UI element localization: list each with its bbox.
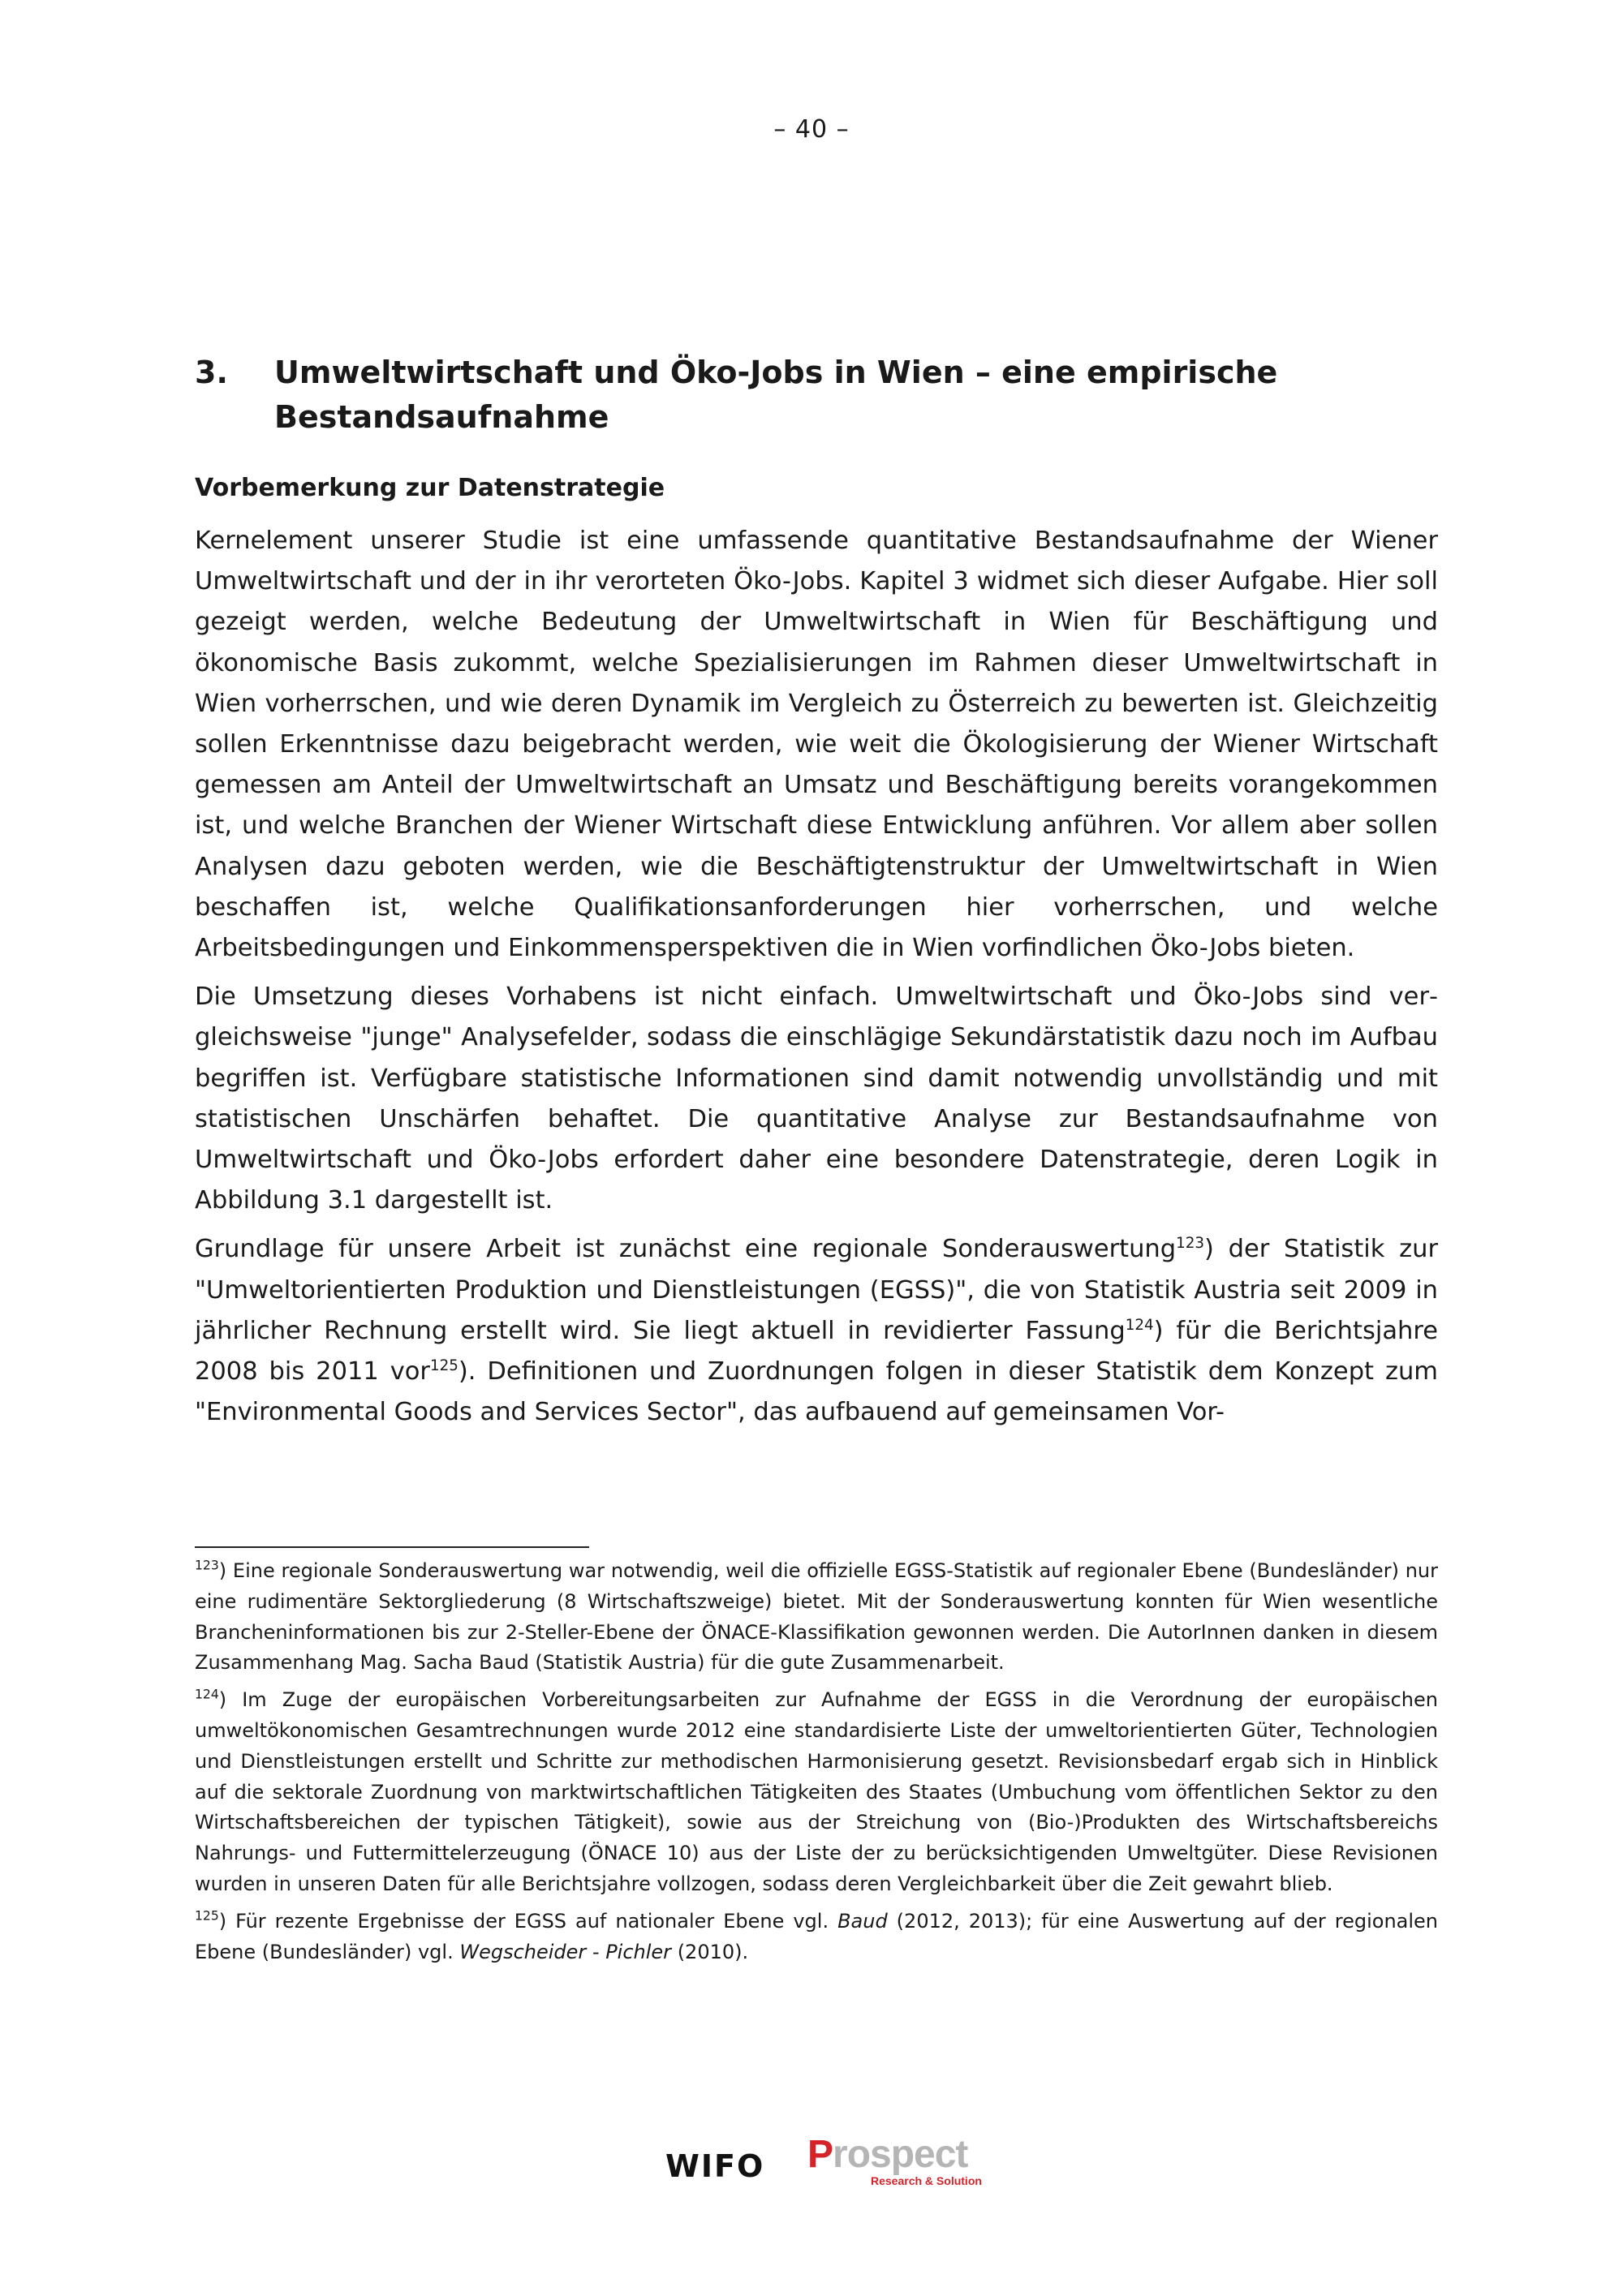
- citation-author: Wegscheider - Pichler: [459, 1940, 672, 1963]
- page-number: – 40 –: [773, 115, 850, 144]
- footnote-125: [195, 1907, 1438, 1968]
- paragraph-3-text: ) der Statistik zur "Umweltorientierten Produktion und Dienstleistungen (EGSS)", die von Statistik Austria seit 2009 in jährlicher Rechnung erstellt wird. Sie liegt aktuell in revidierter Fassung: [195, 1235, 1439, 1345]
- prospect-logo-initial: P: [807, 2133, 833, 2176]
- body-text: [195, 521, 1438, 1441]
- paragraph-2: Die Umsetzung dieses Vorhabens ist nicht einfach. Umweltwirtschaft und Öko-Jobs sind vergleichsweise "junge" Analysefelder, sodass die einschlägige Sekundärstatistik dazu noch im Aufbau begriffen ist. Verfügbare statistische Informationen sind damit notwendig unvollständig und mit statistischen Unschärfen behaftet. Die quantitative Analyse zur Bestandsaufnahme von Umweltwirtschaft und Öko-Jobs erfordert daher eine besondere Datenstrategie, deren Logik in Abbildung 3.1 dargestellt ist.: [195, 982, 1438, 1215]
- footnotes: [195, 1556, 1438, 1974]
- footnote-ref-123[interactable]: 123: [1176, 1235, 1205, 1253]
- section-subheading: Vorbemerkung zur Datenstrategie: [195, 474, 665, 502]
- paragraph-3: [195, 1229, 1438, 1433]
- prospect-logo-tagline: Research & Solution: [871, 2174, 982, 2187]
- footnote-divider: [195, 1546, 589, 1548]
- footnote-text: ) Eine regionale Sonderauswertung war notwendig, weil die offizielle EGSS-Statistik auf regionaler Ebene (Bundesländer) nur eine rudimentäre Sektorgliederung (8 Wirtschaftszweige) bietet. Mit der Sonderauswertung konnten für Wien wesentliche Brancheninformationen bis zur 2-Steller-Ebene der ÖNACE-Klassifikation gewonnen werden. Die AutorInnen danken in diesem Zusammenhang Mag. Sacha Baud (Statistik Austria) für die gute Zusammenarbeit.: [195, 1559, 1438, 1675]
- footnote-123: [195, 1556, 1438, 1679]
- footnote-marker: 123: [195, 1558, 219, 1573]
- paragraph-3-text: ). Definitionen und Zuordnungen folgen in dieser Statistik dem Konzept zum "Environmental Goods and Services Sector", das aufbauend auf gemeinsamen Vor-: [195, 1357, 1438, 1427]
- footnote-ref-125[interactable]: 125: [429, 1357, 458, 1375]
- chapter-title: Umweltwirtschaft und Öko-Jobs in Wien – eine empirische Bestandsaufnahme: [274, 355, 1278, 435]
- prospect-logo-wordmark: [807, 2134, 967, 2176]
- footer-logos: [0, 2134, 1623, 2199]
- paragraph-1: Kernelement unserer Studie ist eine umfassende quantitative Bestandsaufnahme der Wiener Umweltwirtschaft und der in ihr verorteten Öko-Jobs. Kapitel 3 widmet sich dieser Aufgabe. Hier soll gezeigt werden, welche Bedeutung der Umweltwirtschaft in Wien für Beschäftigung und ökonomische Basis zukommt, welche Spezialisierungen im Rahmen dieser Umweltwirtschaft in Wien vorherrschen, und wie deren Dynamik im Vergleich zu Österreich zu bewerten ist. Gleichzeitig sollen Erkenntnisse dazu beigebracht werden, wie weit die Ökologisierung der Wiener Wirtschaft gemessen am Anteil der Umweltwirtschaft an Umsatz und Beschäftigung bereits vorangekommen ist, und welche Branchen der Wiener Wirtschaft diese Entwicklung anführen. Vor allem aber sollen Analysen dazu geboten werden, wie die Beschäftigtenstruktur der Umweltwirtschaft in Wien beschaffen ist, welche Qualifikationsanforderungen hier vorherrschen, und welche Arbeitsbedingungen und Einkommensperspektiven die in Wien vorfindlichen Öko-Jobs bieten.: [195, 527, 1438, 963]
- footnote-marker: 124: [195, 1687, 219, 1702]
- prospect-logo: [807, 2133, 982, 2199]
- footnote-text: ) Im Zuge der europäischen Vorbereitungsarbeiten zur Aufnahme der EGSS in die Verordnung der europäischen umweltökonomischen Gesamtrechnungen wurde 2012 eine standardisierte Liste der umweltorientierten Güter, Technologien und Dienstleistungen erstellt und Schritte zur methodischen Harmonisierung gesetzt. Revisionsbedarf ergab sich in Hinblick auf die sektorale Zuordnung von marktwirtschaftlichen Tätigkeiten des Staates (Umbuchung vom öffentlichen Sektor zu den Wirtschaftsbereichen der typischen Tätigkeit), sowie aus der Streichung von (Bio-)Produkten des Wirtschaftsbereichs Nahrungs- und Futtermittelerzeugung (ÖNACE 10) aus der Liste der zu berücksichtigenden Umweltgüter. Diese Revisionen wurden in unseren Daten für alle Berichtsjahre vollzogen, sodass deren Vergleichbarkeit über die Zeit gewahrt blieb.: [195, 1688, 1438, 1895]
- chapter-number: 3.: [195, 355, 228, 390]
- footnote-text: ) Für rezente Ergebnisse der EGSS auf nationaler Ebene vgl.: [218, 1909, 838, 1933]
- chapter-heading: [195, 350, 1436, 440]
- wifo-logo: WIFO: [665, 2148, 765, 2184]
- footnote-text: (2010).: [671, 1940, 749, 1963]
- paragraph-3-text: Grundlage für unsere Arbeit ist zunächst eine regionale Sonderauswertung: [195, 1235, 1177, 1264]
- footnote-124: [195, 1685, 1438, 1900]
- footnote-marker: 125: [195, 1908, 219, 1924]
- footnote-text: (2012, 2013); für eine Auswertung auf der regionalen Ebene (Bundesländer) vgl.: [195, 1909, 1439, 1963]
- prospect-logo-rest: rospect: [833, 2133, 968, 2176]
- citation-author: Baud: [837, 1909, 888, 1933]
- paragraph-3-text: ) für die Berichtsjahre 2008 bis 2011 vor: [195, 1316, 1438, 1387]
- footnote-ref-124[interactable]: 124: [1125, 1316, 1154, 1334]
